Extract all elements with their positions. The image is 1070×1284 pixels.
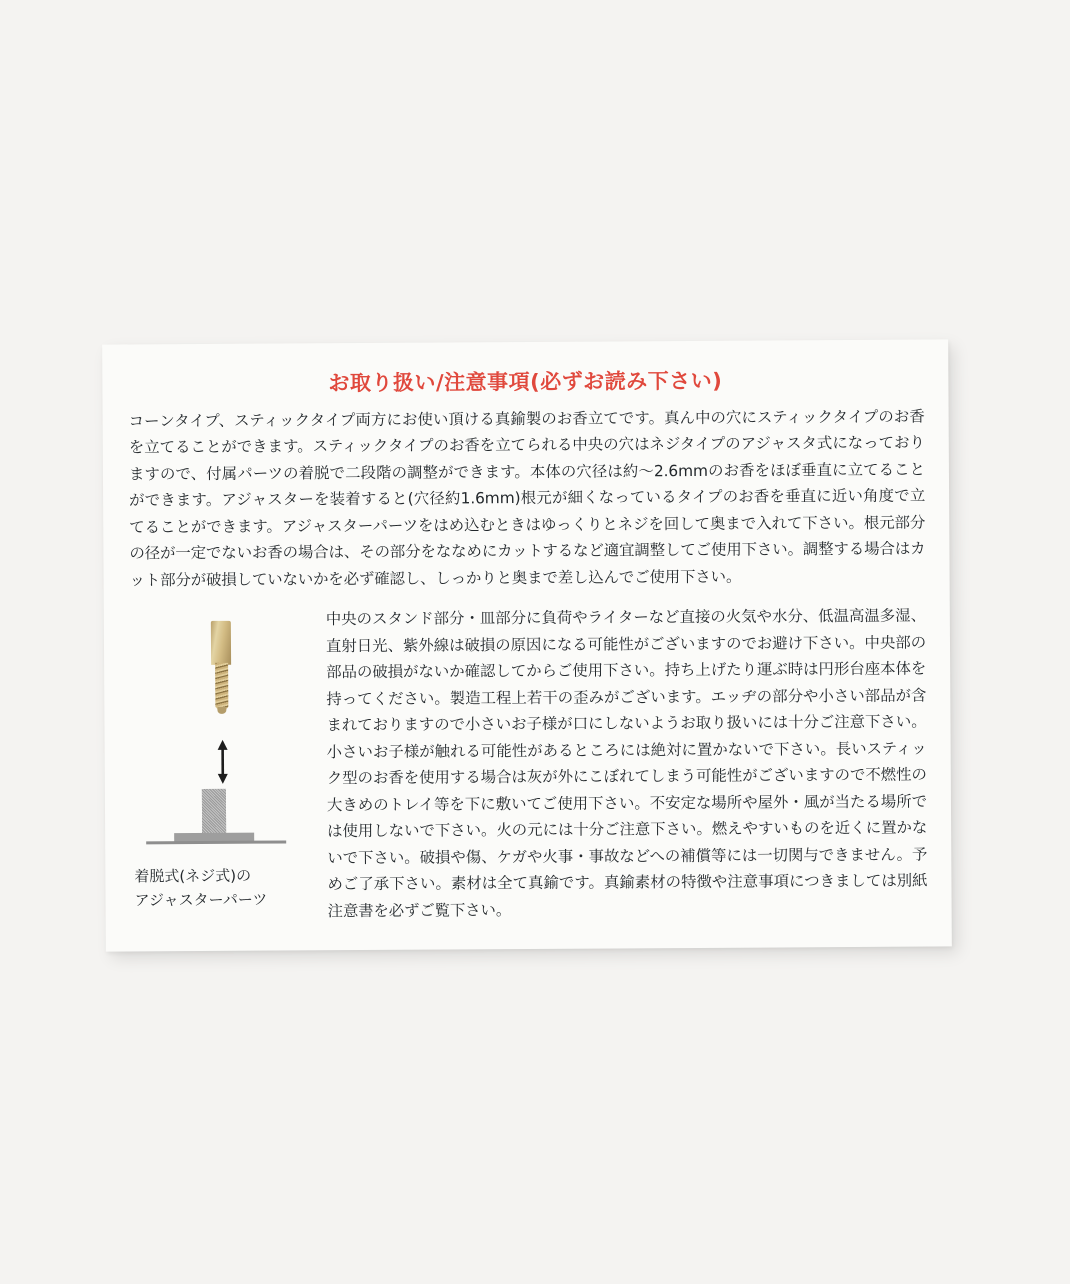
intro-paragraph: コーンタイプ、スティックタイプ両方にお使い頂ける真鍮製のお香立てです。真ん中の穴にスティックタイプのお香を立てることができます。スティックタイプのお香を立てられる中央の穴はネジタイプのアジャスタ式になっておりますので、付属パーツの着脱で二段階の調整ができます。本体の穴径は約〜2.6mmのお香をほぼ垂直に立てることができます。アジャスターを装着すると(穴径約1.6mm)根元が細くなっているタイプのお香を垂直に近い角度で立てることができます。アジャスターパーツをはめ込むときはゆっくりとネジを回して奥まで入れて下さい。根元部分の径が一定でないお香の場合は、その部分をななめにカットするなど適宜調整してご使用下さい。調整する場合はカット部分が破損していないかを必ず確認し、しっかりと奥まで差し込んでご使用下さい。 (128, 407, 926, 590)
figure-caption (134, 865, 306, 913)
lower-section (126, 603, 930, 926)
brass-screw-icon (149, 615, 290, 734)
figure-column (126, 607, 314, 913)
page-title: お取り扱い/注意事項(必ずお読み下さい) (328, 368, 723, 396)
figure-caption-line-1: 着脱式(ネジ式)の (134, 867, 252, 886)
stand-base-icon (140, 789, 300, 852)
up-down-arrow-icon (208, 739, 238, 785)
screw-thread-shape (215, 663, 228, 709)
base-post-shape (202, 789, 226, 833)
notes-paragraph: 中央のスタンド部分・皿部分に負荷やライターなど直接の火気や水分、低温高温多湿、直射日光、紫外線は破損の原因になる可能性がございますのでお避け下さい。中央部の部品の破損がないか確認してからご使用下さい。持ち上げたり運ぶ時は円形台座本体を持ってください。製造工程上若干の歪みがございます。エッヂの部分や小さい部品が含まれておりますので小さいお子様が口にしないようお取り扱いには十分ご注意下さい。小さいお子様が触れる可能性があるところには絶対に置かないで下さい。長いスティック型のお香を使用する場合は灰が外にこぼれてしまう可能性がございますので不燃性の大きめのトレイ等を下に敷いてご使用下さい。不安定な場所や屋外・風が当たる場所では使用しないで下さい。火の元には十分ご注意下さい。燃えやすいものを近くに置かないで下さい。破損や傷、ケガや火事・事故などへの補償等には一切関与できません。予めご了承下さい。素材は全て真鍮です。真鍮素材の特徴や注意事項につきましては別紙注意書を必ずご覧下さい。 (325, 606, 928, 920)
figure-caption-line-2: アジャスターパーツ (134, 890, 268, 910)
base-ground-line (146, 841, 286, 845)
screw-tip-shape (217, 707, 226, 714)
instruction-card (102, 339, 952, 951)
screw-head-shape (211, 621, 231, 665)
